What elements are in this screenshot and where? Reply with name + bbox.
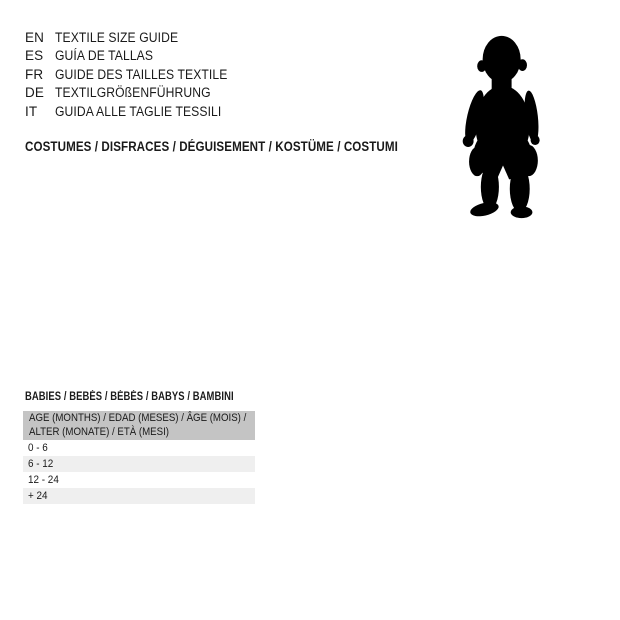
language-row xyxy=(25,29,247,47)
language-label: TEXTILE SIZE GUIDE xyxy=(55,30,179,45)
age-range: 12 - 24 xyxy=(28,474,59,486)
language-code: ES xyxy=(25,48,44,64)
language-code: EN xyxy=(25,30,44,45)
language-list xyxy=(25,29,247,121)
babies-heading-text: BABIES / BEBÉS / BÉBÉS / BABYS / BAMBINI xyxy=(25,391,234,403)
age-row xyxy=(23,488,255,504)
toddler-silhouette-icon xyxy=(460,31,546,221)
age-range: 6 - 12 xyxy=(28,458,54,470)
language-row xyxy=(25,84,247,102)
age-table-header-text: AGE (MONTHS) / EDAD (MESES) / ÂGE (MOIS) / ALTER (MONATE) / ETÀ (MESI) xyxy=(29,412,247,438)
age-table-header xyxy=(23,411,255,440)
language-row xyxy=(25,103,247,121)
language-label: GUIDA ALLE TAGLIE TESSILI xyxy=(55,103,222,119)
language-label: GUIDE DES TAILLES TEXTILE xyxy=(55,66,228,82)
age-table xyxy=(23,411,255,504)
language-label: TEXTILGRÖßENFÜHRUNG xyxy=(55,85,211,101)
language-label: GUÍA DE TALLAS xyxy=(55,48,154,64)
silhouette-upper-body xyxy=(461,36,540,180)
age-row xyxy=(23,440,255,456)
age-range: 0 - 6 xyxy=(28,442,48,454)
language-row xyxy=(25,47,247,65)
age-row xyxy=(23,456,255,472)
language-code: FR xyxy=(25,66,44,82)
category-heading xyxy=(25,139,459,155)
age-row xyxy=(23,472,255,488)
language-code: IT xyxy=(25,103,38,119)
age-range: + 24 xyxy=(28,490,48,502)
category-heading-text: COSTUMES / DISFRACES / DÉGUISEMENT / KOSTÜME / COSTUMI xyxy=(25,139,398,154)
language-code: DE xyxy=(25,85,44,101)
language-row xyxy=(25,66,247,84)
babies-heading xyxy=(25,390,279,404)
